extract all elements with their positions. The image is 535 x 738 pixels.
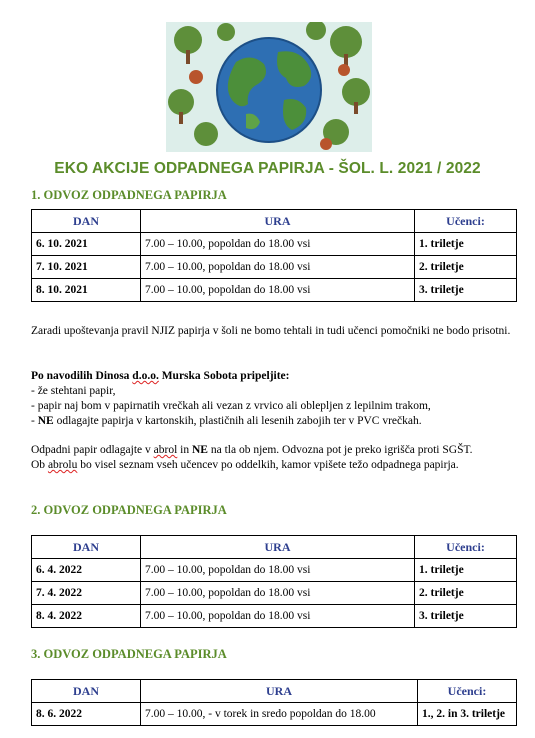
cell-dan: 7. 10. 2021	[32, 256, 141, 279]
instructions-heading: Po navodilih Dinosa d.o.o. Murska Sobota pripeljite:	[31, 370, 290, 382]
table-row	[32, 605, 517, 628]
cell-dan: 8. 4. 2022	[32, 605, 141, 628]
col-header-ura: URA	[141, 210, 415, 233]
table-row	[32, 559, 517, 582]
cell-ura: 7.00 – 10.00, popoldan do 18.00 vsi	[141, 582, 415, 605]
notice-text: Zaradi upoštevanja pravil NJIZ papirja v šoli ne bomo tehtali in tudi učenci pomočniki ne bodo prisotni.	[31, 325, 511, 337]
cell-ucenci: 1. triletje	[415, 559, 517, 582]
cell-ura: 7.00 – 10.00, popoldan do 18.00 vsi	[141, 279, 415, 302]
cell-dan: 7. 4. 2022	[32, 582, 141, 605]
table-header-row	[32, 210, 517, 233]
cell-dan: 8. 10. 2021	[32, 279, 141, 302]
instructions-block	[31, 369, 511, 429]
section-2-heading: 2. ODVOZ ODPADNEGA PAPIRJA	[31, 503, 227, 517]
instruction-item: - že stehtani papir,	[31, 385, 116, 397]
table-row	[32, 233, 517, 256]
col-header-dan: DAN	[32, 680, 141, 703]
cell-dan: 6. 4. 2022	[32, 559, 141, 582]
page-title: EKO AKCIJE ODPADNEGA PAPIRJA - ŠOL. L. 2021 / 2022	[54, 160, 481, 177]
section-2-table	[31, 535, 517, 628]
cell-ura: 7.00 – 10.00, popoldan do 18.00 vsi	[141, 256, 415, 279]
disposal-paragraph	[31, 443, 511, 473]
table-row	[32, 256, 517, 279]
cell-ucenci: 3. triletje	[415, 279, 517, 302]
col-header-ucenci: Učenci:	[415, 210, 517, 233]
earth-drawing-image	[166, 22, 372, 152]
col-header-dan: DAN	[32, 210, 141, 233]
cell-ura: 7.00 – 10.00, - v torek in sredo popoldan do 18.00	[141, 703, 418, 726]
col-header-ura: URA	[141, 536, 415, 559]
table-header-row	[32, 536, 517, 559]
cell-ucenci: 3. triletje	[415, 605, 517, 628]
disposal-text: Odpadni papir odlagajte v abrol in NE na tla ob njem. Odvozna pot je preko igrišča proti SGŠT.	[31, 444, 473, 456]
cell-ura: 7.00 – 10.00, popoldan do 18.00 vsi	[141, 559, 415, 582]
notice-paragraph	[31, 324, 511, 339]
cell-ura: 7.00 – 10.00, popoldan do 18.00 vsi	[141, 605, 415, 628]
col-header-ucenci: Učenci:	[418, 680, 517, 703]
cell-dan: 8. 6. 2022	[32, 703, 141, 726]
table-row	[32, 279, 517, 302]
cell-dan: 6. 10. 2021	[32, 233, 141, 256]
list-notice-text: Ob abrolu bo visel seznam vseh učencev po oddelkih, kamor vpišete težo odpadnega papirja.	[31, 459, 459, 471]
section-3-table	[31, 679, 517, 726]
instruction-item: - NE odlagajte papirja v kartonskih, plastičnih ali lesenih zabojih ter v PVC vrečkah.	[31, 415, 422, 427]
section-1-heading: 1. ODVOZ ODPADNEGA PAPIRJA	[31, 188, 227, 202]
col-header-dan: DAN	[32, 536, 141, 559]
table-header-row	[32, 680, 517, 703]
table-row	[32, 703, 517, 726]
col-header-ura: URA	[141, 680, 418, 703]
col-header-ucenci: Učenci:	[415, 536, 517, 559]
instruction-item: - papir naj bom v papirnatih vrečkah ali vezan z vrvico ali oblepljen z lepilnim trakom,	[31, 400, 431, 412]
section-3-heading: 3. ODVOZ ODPADNEGA PAPIRJA	[31, 647, 227, 661]
table-row	[32, 582, 517, 605]
cell-ucenci: 1., 2. in 3. triletje	[418, 703, 517, 726]
cell-ucenci: 1. triletje	[415, 233, 517, 256]
cell-ura: 7.00 – 10.00, popoldan do 18.00 vsi	[141, 233, 415, 256]
section-1-table	[31, 209, 517, 302]
cell-ucenci: 2. triletje	[415, 256, 517, 279]
cell-ucenci: 2. triletje	[415, 582, 517, 605]
